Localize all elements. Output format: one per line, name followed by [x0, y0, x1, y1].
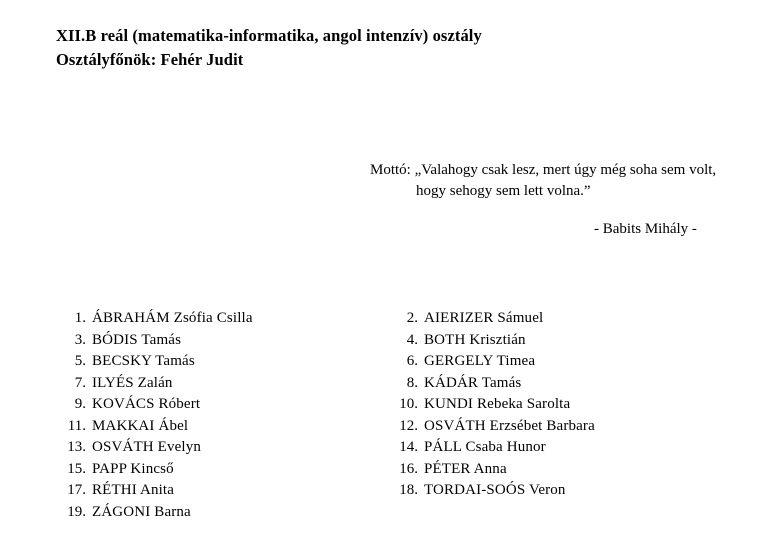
list-item	[392, 437, 752, 459]
list-item-name: ÁBRAHÁM Zsófia Csilla	[92, 310, 253, 326]
list-item-number: 19.	[67, 503, 86, 520]
list-item	[60, 416, 390, 438]
list-item	[392, 330, 752, 352]
list-item-name: BOTH Krisztián	[424, 331, 526, 348]
list-item	[60, 351, 390, 373]
list-item-number: 5.	[74, 353, 86, 369]
list-item-number: 12.	[399, 417, 418, 434]
motto-attribution: - Babits Mihály -	[594, 221, 697, 237]
student-list-left-column	[60, 308, 390, 523]
list-item-name: OSVÁTH Evelyn	[92, 439, 202, 455]
list-item	[392, 394, 752, 416]
page-title	[56, 24, 482, 72]
list-item	[60, 480, 390, 502]
list-item-name: KÁDÁR Tamás	[424, 374, 522, 391]
list-item-number: 3.	[74, 331, 86, 348]
list-item	[392, 373, 752, 395]
list-item-number: 6.	[406, 353, 418, 369]
list-item-name: PAPP Kincső	[92, 460, 174, 477]
list-item-name: RÉTHI Anita	[92, 482, 175, 498]
list-item-name: ILYÉS Zalán	[92, 374, 173, 391]
list-item	[60, 308, 390, 330]
list-item	[60, 330, 390, 352]
list-item	[60, 502, 390, 524]
list-item-name: BÓDIS Tamás	[92, 331, 182, 348]
list-item	[392, 459, 752, 481]
list-item	[60, 437, 390, 459]
list-item	[60, 394, 390, 416]
list-item-name: KUNDI Rebeka Sarolta	[424, 396, 571, 412]
list-item-name: PÉTER Anna	[424, 460, 507, 477]
student-list-right-column	[392, 308, 752, 502]
class-title-line: XII.B reál (matematika-informatika, angol intenzív) osztály	[56, 26, 482, 45]
list-item-name: KOVÁCS Róbert	[92, 396, 201, 412]
list-item-number: 13.	[67, 439, 86, 455]
list-item-number: 17.	[67, 482, 86, 498]
list-item-name: MAKKAI Ábel	[92, 417, 189, 434]
motto-line-2: hogy sehogy sem lett volna.”	[416, 183, 591, 199]
list-item-name: GERGELY Timea	[424, 353, 536, 369]
list-item-number: 2.	[406, 310, 418, 326]
list-item-name: TORDAI-SOÓS Veron	[424, 482, 566, 498]
list-item-number: 18.	[399, 482, 418, 498]
list-item-name: OSVÁTH Erzsébet Barbara	[424, 417, 595, 434]
list-item-name: ZÁGONI Barna	[92, 503, 191, 520]
list-item-number: 4.	[406, 331, 418, 348]
list-item-number: 7.	[74, 374, 86, 391]
list-item	[392, 308, 752, 330]
list-item-name: AIERIZER Sámuel	[424, 310, 544, 326]
list-item-number: 9.	[74, 396, 86, 412]
list-item-name: PÁLL Csaba Hunor	[424, 439, 546, 455]
list-item-number: 11.	[67, 417, 86, 434]
motto-block	[370, 160, 770, 202]
list-item-number: 1.	[74, 310, 86, 326]
list-item-number: 14.	[399, 439, 418, 455]
list-item	[60, 459, 390, 481]
homeroom-teacher-line: Osztályfőnök: Fehér Judit	[56, 50, 244, 69]
list-item	[392, 480, 752, 502]
list-item-number: 10.	[399, 396, 418, 412]
list-item	[392, 351, 752, 373]
list-item-number: 15.	[67, 460, 86, 477]
motto-line-1: Mottó: „Valahogy csak lesz, mert úgy még soha sem volt,	[370, 162, 717, 178]
list-item-name: BECSKY Tamás	[92, 353, 195, 369]
list-item	[60, 373, 390, 395]
list-item-number: 8.	[406, 374, 418, 391]
list-item-number: 16.	[399, 460, 418, 477]
list-item	[392, 416, 752, 438]
